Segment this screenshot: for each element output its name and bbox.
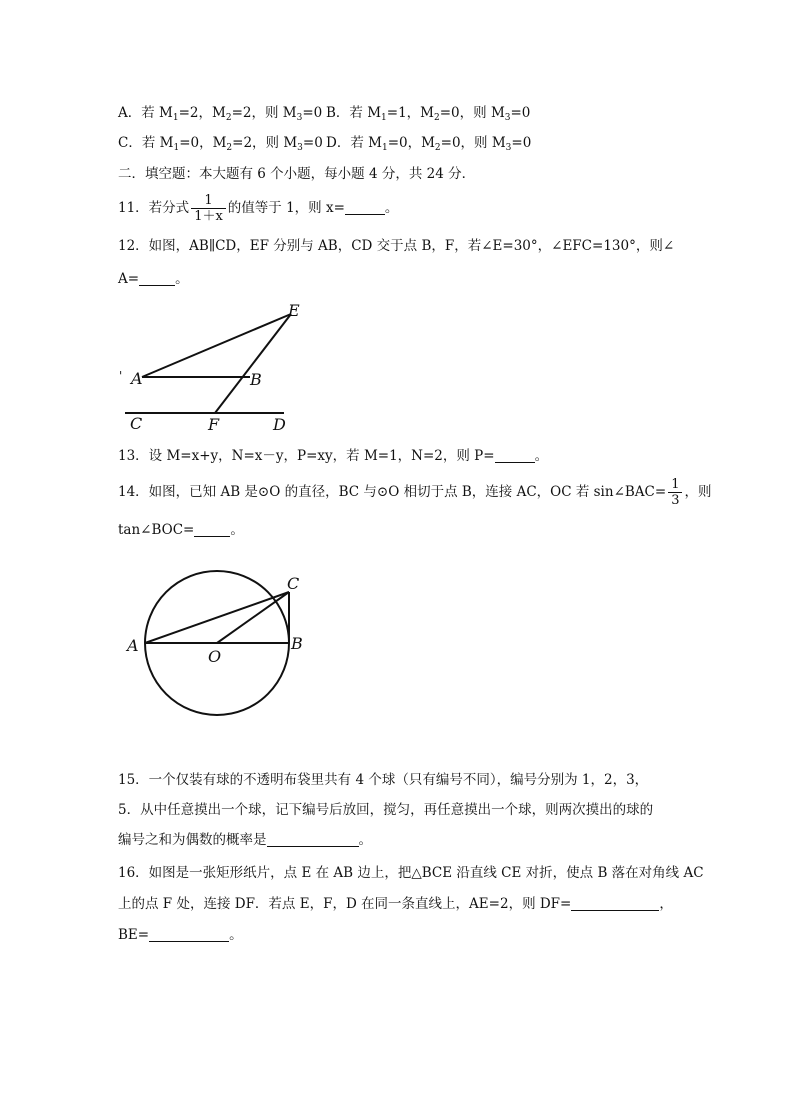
answer-blank [149,941,229,942]
label-a: A [127,636,139,655]
question-14-line1: 14．如图，已知 AB 是⊙O 的直径，BC 与⊙O 相切于点 B，连接 AC，OC 若 sin∠BAC= $\frac{1}{3}$ ，则 [118,477,712,508]
label-o: O [208,647,222,666]
label-c: C [130,414,143,433]
section-heading: 二．填空题：本大题有 6 个小题，每小题 4 分，共 24 分． [118,166,476,182]
label-b: B [291,634,303,653]
question-14-line2: tan∠BOC= 。 [118,522,244,538]
answer-blank [194,536,230,537]
question-11: 11．若分式 $\frac{1}{1+x}$ 的值等于 1，则 x= 。 [118,193,399,224]
option-a: A．若 $M_1=2$，$M_2=2$，则 $M_3=0$ [118,105,323,123]
line-oc [217,592,289,643]
question-12-line2: A= 。 [118,271,189,287]
label-a: A [131,369,143,388]
question-13: 13．设 M=x+y，N=x－y，P=xy，若 M=1，N=2，则 P= 。 [118,448,549,464]
question-16-line1: 16．如图是一张矩形纸片，点 E 在 AB 边上，把△BCE 沿直线 CE 对折，使点 B 落在对角线 AC [118,865,704,881]
label-e: E [288,301,300,320]
fraction: $\frac{1}{1+x}$ [191,193,226,224]
question-12-line1: 12．如图，AB∥CD，EF 分别与 AB，CD 交于点 B，F，若∠E=30°，∠EFC=130°，则∠ [118,238,675,254]
figure-12-parallel-lines [110,298,310,438]
line-ae [142,314,291,377]
question-15-line1: 15．一个仅装有球的不透明布袋里共有 4 个球（只有编号不同），编号分别为 1，2，3， [118,772,649,788]
question-16-line3: BE= 。 [118,927,243,943]
question-16-line2: 上的点 F 处，连接 DF．若点 E，F，D 在同一条直线上，AE=2，则 DF= ， [118,896,673,912]
label-d: D [273,415,286,434]
figure-14-circle [120,570,320,730]
question-15-line2: 5．从中任意摸出一个球，记下编号后放回，搅匀，再任意摸出一个球，则两次摸出的球的 [118,802,654,818]
answer-blank [267,846,359,847]
line-ef [215,314,291,413]
label-b: B [250,370,262,389]
line-ac [145,592,289,643]
option-b: B．若 $M_1=1$，$M_2=0$，则 $M_3=0$ [326,105,531,123]
answer-blank [571,910,659,911]
answer-blank [495,462,535,463]
answer-blank [345,214,385,215]
question-15-line3: 编号之和为偶数的概率是 。 [118,832,372,848]
answer-blank [139,285,175,286]
label-f: F [208,415,220,434]
stray-mark: ' [119,369,123,383]
label-c: C [287,574,300,593]
option-c: C．若 $M_1=0$，$M_2=2$，则 $M_3=0$ [118,135,323,153]
fraction: $\frac{1}{3}$ [668,477,682,508]
option-d: D．若 $M_1=0$，$M_2=0$，则 $M_3=0$ [326,135,532,153]
